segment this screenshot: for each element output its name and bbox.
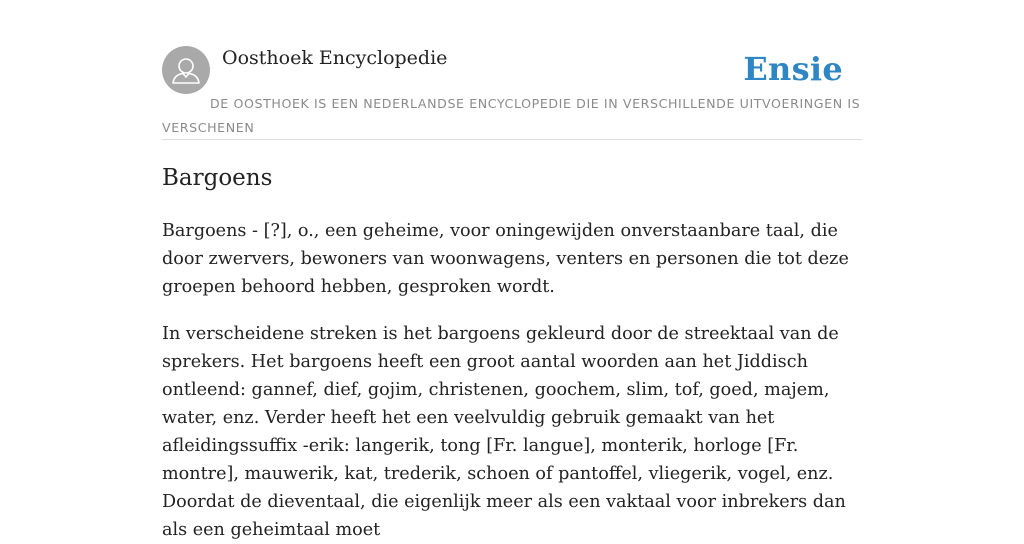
- user-silhouette-icon: [162, 46, 210, 94]
- article: [162, 160, 866, 544]
- article-title: Bargoens: [162, 165, 273, 191]
- site-header: [162, 46, 862, 140]
- brand-logo-link[interactable]: Ensie: [743, 50, 843, 88]
- article-paragraph-1: Bargoens - [?], o., een geheime, voor oningewijden onverstaanbare taal, die door zwervers, bewoners van woonwagens, venters en personen die tot deze groepen behoord hebben, gesproken wordt.: [162, 221, 849, 297]
- site-title[interactable]: Oosthoek Encyclopedie: [222, 47, 448, 69]
- user-avatar-icon[interactable]: [162, 46, 210, 94]
- article-paragraph-2: In verscheidene streken is het bargoens gekleurd door de streektaal van de sprekers. Het bargoens heeft een groot aantal woorden aan het Jiddisch ontleend: gannef, dief, gojim, christenen, goochem, slim, tof, goed, majem, water, enz. Verder heeft het een veelvuldig gebruik gemaakt van het afleidingssuffix -erik: langerik, tong [Fr. langue], monterik, horloge [Fr. montre], mauwerik, kat, trederik, schoen of pantoffel, vliegerik, vogel, enz. Doordat de dieventaal, die eigenlijk meer als een vaktaal voor inbrekers dan als een geheimtaal moet: [162, 324, 846, 540]
- site-tagline: DE OOSTHOEK IS EEN NEDERLANDSE ENCYCLOPEDIE DIE IN VERSCHILLENDE UITVOERINGEN IS VERSCHENEN: [162, 96, 861, 135]
